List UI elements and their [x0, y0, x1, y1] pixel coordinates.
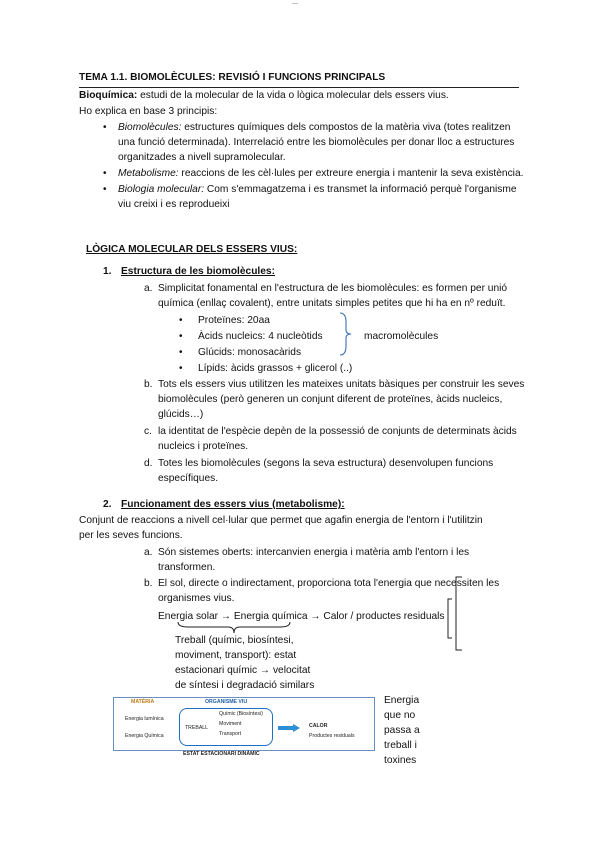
treball-line3: estacionari químic → velocitat: [175, 665, 311, 676]
s1-c-label: c.: [144, 426, 152, 437]
page-title: TEMA 1.1. BIOMOLÈCULES: REVISIÓ I FUNCIONS PRINCIPALS: [79, 70, 519, 88]
s2-b-line2: organismes vius.: [158, 593, 235, 604]
s1-item-proteines: Proteïnes: 20aa: [198, 315, 270, 326]
s2-number: 2.: [103, 499, 112, 510]
s1-item-lipids: Lípids: àcids grassos + glicerol (..): [198, 363, 353, 374]
bioquimica-definition: [79, 88, 449, 103]
metabolism-diagram: [113, 697, 373, 763]
s1-b-line3: glúcids…): [158, 409, 204, 420]
bullet-icon: •: [179, 347, 183, 358]
s2-heading: Funcionament des essers vius (metabolisme):: [121, 499, 345, 510]
s1-number: 1.: [103, 266, 112, 277]
principle-biologia-line2: viu creixi i es reprodueixi: [118, 199, 230, 210]
treball-line4: de síntesi i degradació similars: [175, 680, 315, 691]
energy-chain: Energia solar → Energia química → Calor / productes residuals: [158, 611, 445, 622]
bioquimica-term: Bioquímica:: [79, 90, 138, 101]
side-bracket-icon: [452, 576, 472, 652]
bullet-icon: •: [103, 122, 107, 133]
arrow-right-icon: [278, 724, 300, 732]
s1-c-line2: nucleics i proteïnes.: [158, 441, 249, 452]
principle-term: Metabolisme:: [118, 168, 179, 179]
principle-biomolecules-line1: [118, 120, 510, 135]
bullet-icon: •: [103, 184, 107, 195]
principle-text: Com s'emmagatzema i es transmet la informació perquè l'organisme: [204, 184, 517, 195]
principle-term: Biomolècules:: [118, 122, 182, 133]
side-note-line1: Energia: [384, 695, 420, 706]
s1-a-line1: Simplicitat fonamental en l'estructura de les biomolècules: es formen per unió: [158, 283, 508, 294]
s1-c-line1: la identitat de l'espècie depèn de la possessió de conjunts de determinats àcids: [158, 426, 517, 437]
side-note-line2: que no: [384, 710, 416, 721]
bullet-icon: •: [179, 363, 183, 374]
macromolecules-label: macromolècules: [364, 331, 439, 342]
principle-text: estructures químiques dels compostos de la matèria viva (totes realitzen: [181, 122, 511, 133]
principle-term: Biologia molecular:: [118, 184, 205, 195]
treball-line2: moviment, transport): estat: [175, 650, 297, 661]
diagram-quimic: Químic (Biosíntesi): [219, 711, 263, 717]
principle-biologia-line1: [118, 182, 517, 197]
diagram-treball: TREBALL: [185, 725, 209, 731]
s2-a-label: a.: [144, 547, 153, 558]
s1-b-line2: biomolècules (però generen un conjunt diferent de proteïnes, àcids nucleics,: [158, 394, 503, 405]
diagram-energia-llum: Energia lumínica: [125, 716, 164, 722]
side-note-line4: treball i: [384, 740, 417, 751]
s1-item-acids: Àcids nucleics: 4 nucleòtids: [198, 331, 323, 342]
diagram-moviment: Moviment: [219, 721, 242, 727]
s2-intro-line2: per les seves funcions.: [79, 530, 183, 541]
diagram-energia-quim: Energia Química: [125, 733, 164, 739]
s1-d-line1: Totes les biomolècules (segons la seva estructura) desenvolupen funcions: [158, 458, 494, 469]
side-note-line5: toxines: [384, 755, 417, 766]
s1-item-glucids: Glúcids: monosacàrids: [198, 347, 302, 358]
s2-a-line2: transformen.: [158, 562, 216, 573]
bullet-icon: •: [179, 331, 183, 342]
diagram-organisme: ORGANISME VIU: [205, 699, 248, 705]
s2-a-line1: Són sistemes oberts: intercanvien energia i matèria amb l'entorn i les: [158, 547, 470, 558]
diagram-estat: ESTAT ESTACIONARI DINÀMIC: [183, 751, 260, 757]
bullet-icon: •: [179, 315, 183, 326]
bullet-icon: •: [103, 168, 107, 179]
s2-b-line1: El sol, directe o indirectament, proporciona tota l'energia que necessiten les: [158, 578, 500, 589]
diagram-transport: Transport: [219, 731, 242, 737]
s1-heading: Estructura de les biomolècules:: [121, 266, 275, 277]
treball-line1: Treball (químic, biosíntesi,: [175, 635, 294, 646]
right-brace-icon: [338, 312, 354, 356]
s1-a-line2: química (enllaç covalent), entre unitats simples petites que hi ha en nº reduït.: [158, 298, 506, 309]
page-mark: —: [292, 1, 298, 7]
diagram-productes: Productes residuals: [309, 733, 355, 739]
s1-a-label: a.: [144, 283, 153, 294]
s2-b-label: b.: [144, 578, 153, 589]
principis-intro: Ho explica en base 3 principis:: [79, 106, 218, 117]
principle-text: reaccions de les cèl·lules per extreure energia i mantenir la seva existència.: [178, 168, 524, 179]
s2-intro-line1: Conjunt de reaccions a nivell cel·lular que permet que agafin energia de l'entorn i l'utilitzin: [79, 515, 483, 526]
diagram-materia: MATÈRIA: [131, 699, 155, 705]
side-note-line3: passa a: [384, 725, 420, 736]
principle-biomolecules-line2: una funció determinada). Interrelació entre les biomolècules per donar lloc a estructures: [118, 137, 515, 148]
diagram-calor: CALOR: [309, 723, 328, 729]
s1-d-label: d.: [144, 458, 153, 469]
s1-b-line1: Tots els essers vius utilitzen les mateixes unitats bàsiques per construir les seves: [158, 379, 525, 390]
section-heading: LÒGICA MOLECULAR DELS ESSERS VIUS:: [86, 244, 298, 255]
s1-d-line2: específiques.: [158, 473, 219, 484]
principle-biomolecules-line3: organitzades a nivell supramolecular.: [118, 152, 286, 163]
bioquimica-def: estudi de la molecular de la vida o lògica molecular dels essers vius.: [137, 90, 449, 101]
principle-metabolisme: [118, 166, 523, 181]
s1-b-label: b.: [144, 379, 153, 390]
